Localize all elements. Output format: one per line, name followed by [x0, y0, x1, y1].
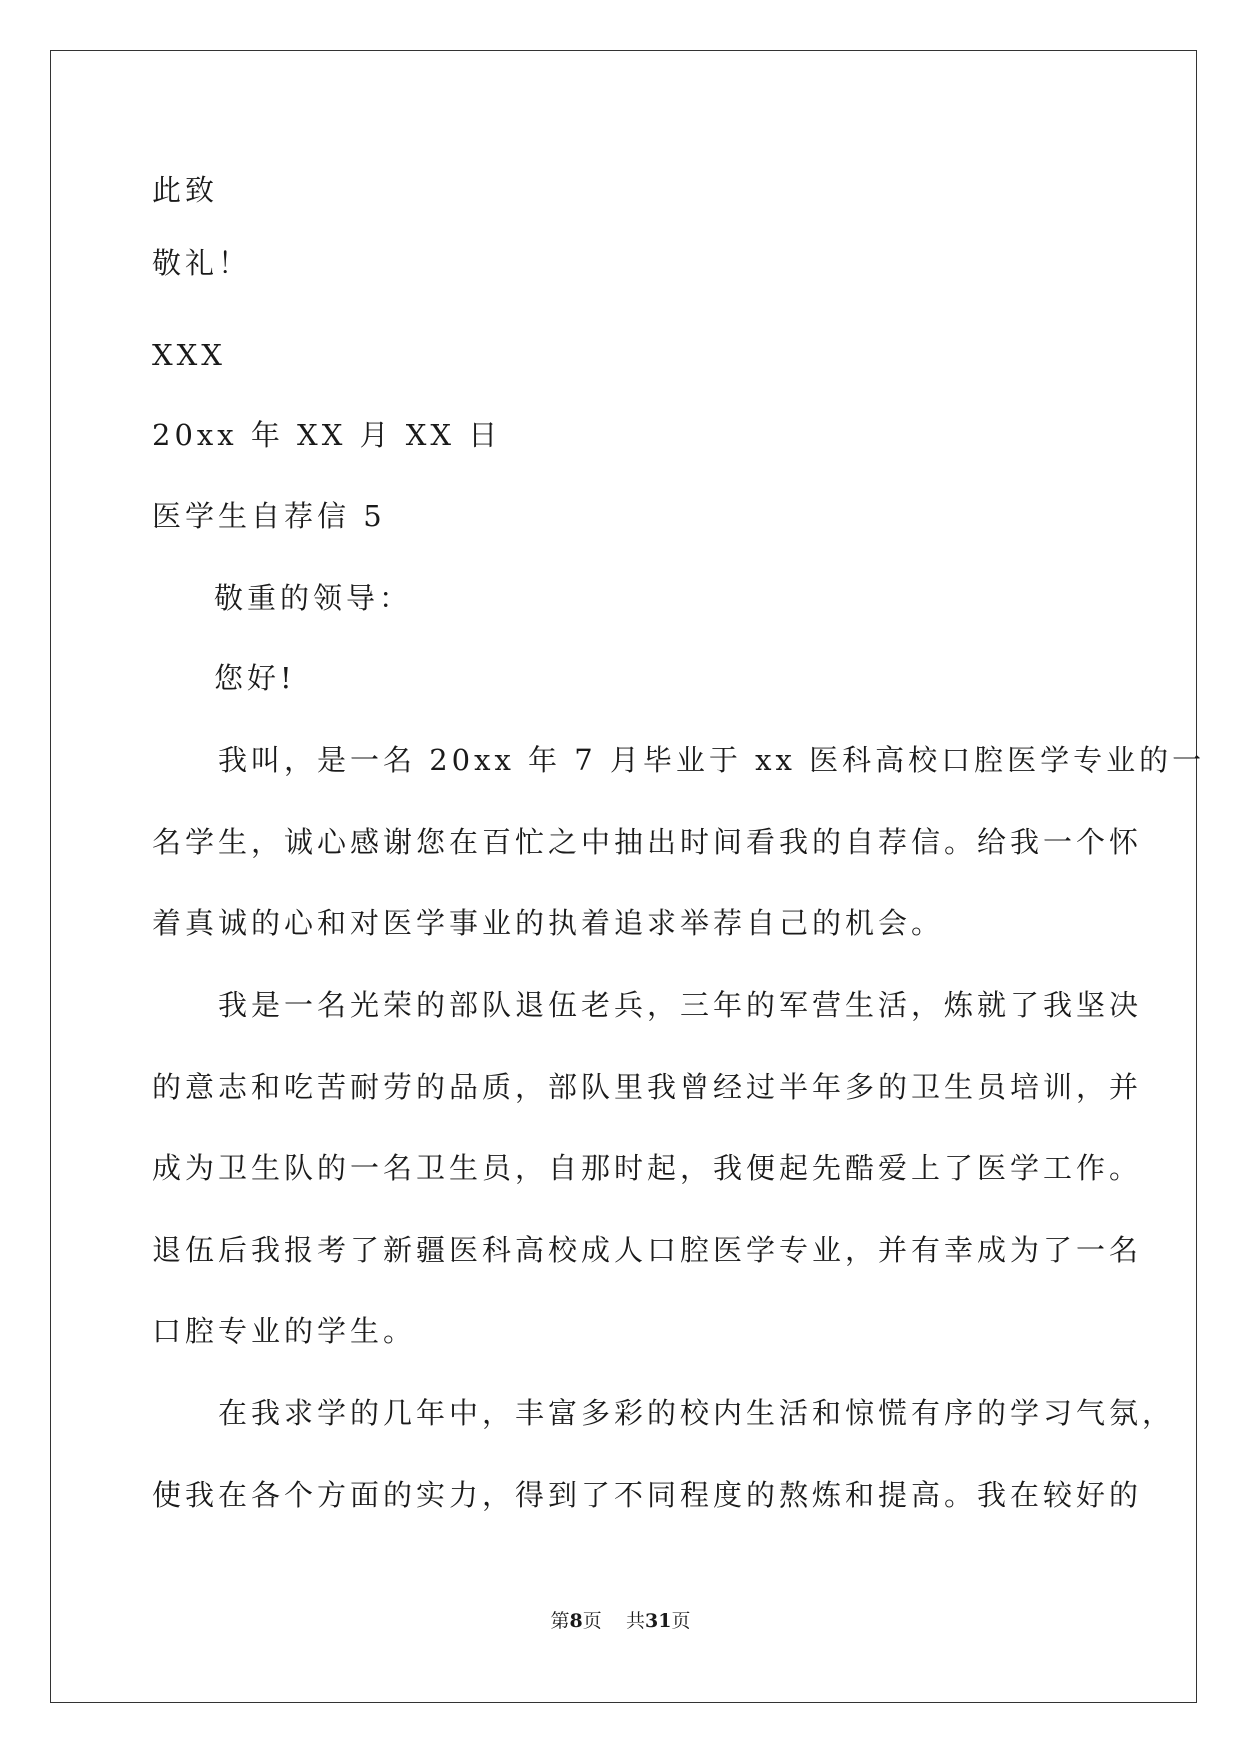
footer-total-suffix: 页: [671, 1610, 691, 1632]
paragraph-line: 成为卫生队的一名卫生员，自那时起，我便起先酷爱上了医学工作。: [152, 1151, 1143, 1185]
footer-current-page: 8: [569, 1610, 583, 1632]
page-footer: [0, 1609, 1241, 1633]
paragraph-line: 名学生，诚心感谢您在百忙之中抽出时间看我的自荐信。给我一个怀: [152, 825, 1143, 859]
salutation-line: 敬礼！: [152, 246, 252, 280]
paragraph-line: 的意志和吃苦耐劳的品质，部队里我曾经过半年多的卫生员培训，并: [152, 1070, 1143, 1104]
paragraph-line: 我是一名光荣的部队退伍老兵，三年的军营生活，炼就了我坚决: [152, 988, 1143, 1022]
paragraph-line: 在我求学的几年中，丰富多彩的校内生活和惊慌有序的学习气氛，: [152, 1396, 1176, 1430]
footer-prefix: 第: [550, 1610, 570, 1632]
paragraph-line: 我叫，是一名 20xx 年 7 月毕业于 xx 医科高校口腔医学专业的一: [152, 743, 1206, 777]
paragraph-line: 使我在各个方面的实力，得到了不同程度的熬炼和提高。我在较好的: [152, 1478, 1143, 1512]
paragraph-line: 退伍后我报考了新疆医科高校成人口腔医学专业，并有幸成为了一名: [152, 1233, 1143, 1267]
footer-total-prefix: 共: [625, 1610, 645, 1632]
greeting-line: 敬重的领导：: [214, 581, 413, 615]
section-title: 医学生自荐信 5: [152, 499, 386, 533]
paragraph-line: 着真诚的心和对医学事业的执着追求举荐自己的机会。: [152, 906, 945, 940]
paragraph-line: 口腔专业的学生。: [152, 1314, 417, 1348]
date-line: 20xx 年 XX 月 XX 日: [152, 418, 502, 452]
page-border: [50, 50, 1197, 1703]
footer-page-word: 页: [582, 1610, 602, 1632]
footer-total-pages: 31: [644, 1610, 672, 1632]
closing-line: 此致: [152, 173, 219, 207]
signature-line: XXX: [152, 338, 226, 372]
hello-line: 您好!: [214, 661, 296, 695]
